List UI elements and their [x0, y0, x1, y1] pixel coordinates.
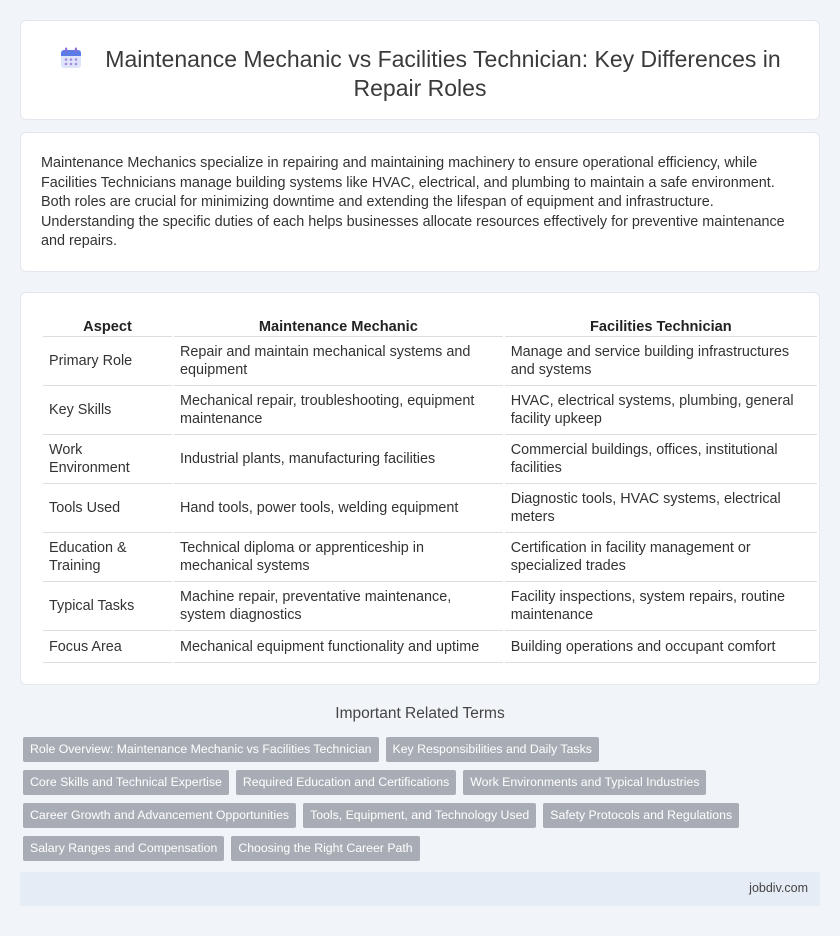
- header-card: [20, 20, 820, 120]
- table-row: [43, 484, 817, 533]
- related-term-tag[interactable]: Role Overview: Maintenance Mechanic vs Facilities Technician: [23, 737, 379, 762]
- footer-site-link[interactable]: jobdiv.com: [749, 881, 808, 895]
- aspect-cell: Focus Area: [43, 631, 172, 663]
- related-term-tag[interactable]: Choosing the Right Career Path: [231, 836, 419, 861]
- related-term-tag[interactable]: Key Responsibilities and Daily Tasks: [386, 737, 599, 762]
- table-header-row: [43, 317, 817, 337]
- aspect-cell: Tools Used: [43, 484, 172, 533]
- related-terms-list: [23, 737, 803, 861]
- related-term-tag[interactable]: Core Skills and Technical Expertise: [23, 770, 229, 795]
- related-term-tag[interactable]: Tools, Equipment, and Technology Used: [303, 803, 536, 828]
- footer: [20, 872, 820, 906]
- page-title-wrap: [41, 45, 799, 103]
- technician-cell: Certification in facility management or specialized trades: [505, 533, 817, 582]
- table-row: [43, 631, 817, 663]
- technician-cell: HVAC, electrical systems, plumbing, general facility upkeep: [505, 386, 817, 435]
- comparison-table: [41, 317, 819, 663]
- table-row: [43, 386, 817, 435]
- technician-cell: Manage and service building infrastructures and systems: [505, 337, 817, 386]
- mechanic-cell: Mechanical equipment functionality and uptime: [174, 631, 503, 663]
- related-term-tag[interactable]: Salary Ranges and Compensation: [23, 836, 224, 861]
- technician-cell: Facility inspections, system repairs, routine maintenance: [505, 582, 817, 631]
- calendar-icon: [59, 46, 83, 70]
- mechanic-cell: Mechanical repair, troubleshooting, equipment maintenance: [174, 386, 503, 435]
- aspect-cell: Key Skills: [43, 386, 172, 435]
- aspect-cell: Primary Role: [43, 337, 172, 386]
- intro-paragraph: Maintenance Mechanics specialize in repairing and maintaining machinery to ensure operational efficiency, while Facilities Technicians manage building systems like HVAC, electrical, and plumbing to maintain a safe environment. Both roles are crucial for minimizing downtime and extending the lifespan of equipment and infrastructure. Understanding the specific duties of each helps businesses allocate resources effectively for preventive maintenance and repairs.: [41, 155, 785, 250]
- related-term-tag[interactable]: Career Growth and Advancement Opportunities: [23, 803, 296, 828]
- page-title: Maintenance Mechanic vs Facilities Technician: Key Differences in Repair Roles: [105, 46, 781, 101]
- mechanic-cell: Repair and maintain mechanical systems and equipment: [174, 337, 503, 386]
- related-term-tag[interactable]: Required Education and Certifications: [236, 770, 456, 795]
- technician-cell: Building operations and occupant comfort: [505, 631, 817, 663]
- header-maintenance-mechanic: Maintenance Mechanic: [174, 317, 503, 337]
- technician-cell: Diagnostic tools, HVAC systems, electrical meters: [505, 484, 817, 533]
- mechanic-cell: Industrial plants, manufacturing facilities: [174, 435, 503, 484]
- related-term-tag[interactable]: Safety Protocols and Regulations: [543, 803, 739, 828]
- mechanic-cell: Machine repair, preventative maintenance, system diagnostics: [174, 582, 503, 631]
- table-row: [43, 582, 817, 631]
- mechanic-cell: Technical diploma or apprenticeship in mechanical systems: [174, 533, 503, 582]
- mechanic-cell: Hand tools, power tools, welding equipment: [174, 484, 503, 533]
- header-aspect: Aspect: [43, 317, 172, 337]
- header-facilities-technician: Facilities Technician: [505, 317, 817, 337]
- related-terms-title: Important Related Terms: [335, 705, 505, 722]
- technician-cell: Commercial buildings, offices, institutional facilities: [505, 435, 817, 484]
- aspect-cell: Work Environment: [43, 435, 172, 484]
- related-term-tag[interactable]: Work Environments and Typical Industries: [463, 770, 706, 795]
- table-row: [43, 435, 817, 484]
- comparison-card: [20, 292, 820, 685]
- aspect-cell: Typical Tasks: [43, 582, 172, 631]
- table-row: [43, 337, 817, 386]
- table-row: [43, 533, 817, 582]
- aspect-cell: Education & Training: [43, 533, 172, 582]
- intro-card: [20, 132, 820, 272]
